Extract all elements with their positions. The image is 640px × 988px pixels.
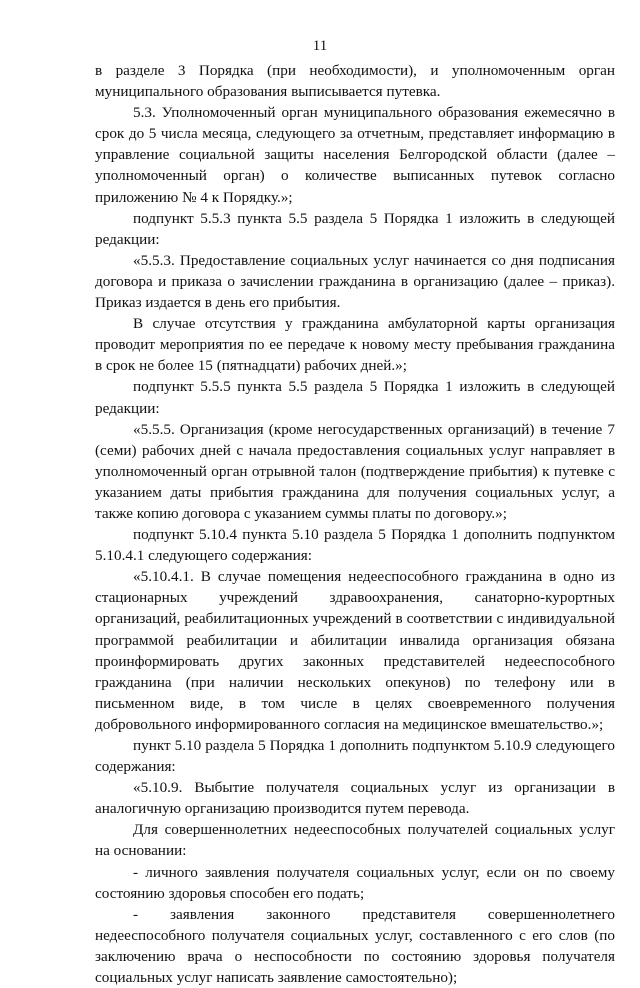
paragraph: в разделе 3 Порядка (при необходимости), и уполномоченным орган муниципального образования выписывается путевка.: [95, 62, 615, 101]
paragraph: подпункт 5.5.5 пункта 5.5 раздела 5 Порядка 1 изложить в следующей редакции:: [95, 378, 615, 417]
paragraph: подпункт 5.5.3 пункта 5.5 раздела 5 Порядка 1 изложить в следующей редакции:: [95, 209, 615, 248]
paragraph: В случае отсутствия у гражданина амбулаторной карты организация проводит мероприятия по ее передаче к новому месту пребывания гражданина в срок не более 15 (пятнадцати) рабочих дней.»;: [95, 315, 615, 375]
paragraph: пункт 5.10 раздела 5 Порядка 1 дополнить подпунктом 5.10.9 следующего содержания:: [95, 737, 615, 776]
paragraph: - заявления законного представителя совершеннолетнего недееспособного получателя социальных услуг, составленного с его слов (по заключению врача о неспособности по состоянию здоровья получателя социальных услуг написать заявление самостоятельно);: [95, 905, 615, 987]
paragraph: «5.10.9. Выбытие получателя социальных услуг из организации в аналогичную организацию производится путем перевода.: [95, 779, 615, 818]
paragraph: Для совершеннолетних недееспособных получателей социальных услуг на основании:: [95, 821, 615, 860]
paragraph: «5.5.5. Организация (кроме негосударственных организаций) в течение 7 (семи) рабочих дней с начала предоставления социальных услуг направляет в уполномоченный орган отрывной талон (подтверждение прибытия) к путевке с указанием даты прибытия гражданина для получения социальных услуг, а также копию договора с указанием суммы платы по договору.»;: [95, 420, 615, 522]
paragraph: «5.10.4.1. В случае помещения недееспособного гражданина в одно из стационарных учреждений здравоохранения, санаторно-курортных организаций, реабилитационных учреждений в соответствии с индивидуальной программой реабилитации и абилитации инвалида организация обязана проинформировать других законных представителей недееспособного гражданина (при наличии нескольких опекунов) по телефону или в письменном виде, в том числе в целях своевременного получения добровольного информированного согласия на медицинское вмешательство.»;: [95, 568, 615, 733]
page-number: 11: [312, 38, 328, 54]
document-body: [95, 60, 615, 988]
paragraph: «5.5.3. Предоставление социальных услуг начинается со дня подписания договора и приказа о зачислении гражданина в организацию (далее – приказ). Приказ издается в день его прибытия.: [95, 251, 615, 312]
paragraph: - личного заявления получателя социальных услуг, если он по своему состоянию здоровья способен его подать;: [95, 863, 615, 902]
paragraph: подпункт 5.10.4 пункта 5.10 раздела 5 Порядка 1 дополнить подпунктом 5.10.4.1 следующего содержания:: [95, 526, 615, 565]
paragraph: 5.3. Уполномоченный орган муниципального образования ежемесячно в срок до 5 числа месяца, следующего за отчетным, представляет информацию в управление социальной защиты населения Белгородской области (далее – уполномоченный орган) о количестве выписанных путевок согласно приложению № 4 к Порядку.»;: [95, 104, 615, 206]
